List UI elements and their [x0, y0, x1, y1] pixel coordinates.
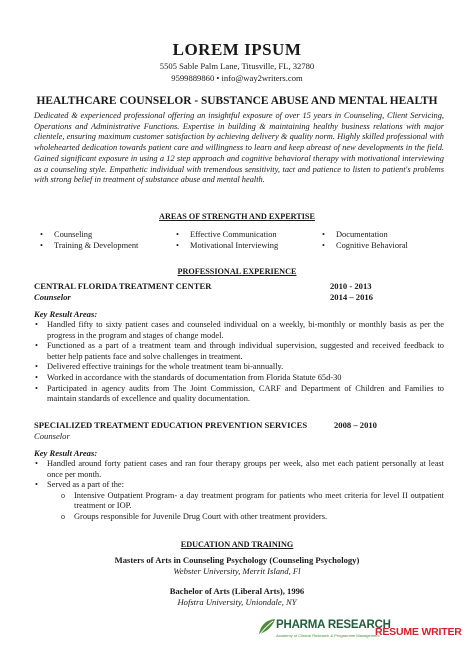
job1-dates: 2010 - 2013	[330, 281, 372, 291]
strength-item: • Cognitive Behavioral	[322, 240, 408, 251]
phone-email: 9599889860 • info@way2writers.com	[171, 72, 303, 83]
job1-kra-label: Key Result Areas:	[34, 309, 98, 319]
job1-bullet: • Handled fifty to sixty patient cases and counseled individual on a weekly, bi-monthly or monthly basis as per the progress in the program and stages of change model.	[34, 320, 444, 341]
job2-sub-bullet: o Groups responsible for Juvenile Drug Court with other treatment providers.	[47, 512, 444, 523]
job2-bullet-text: Served as a part of the:	[47, 480, 124, 490]
experience-title: PROFESSIONAL EXPERIENCE	[177, 267, 297, 276]
strengths-title: AREAS OF STRENGTH AND EXPERTISE	[159, 212, 315, 221]
strength-item: • Motivational Interviewing	[176, 240, 278, 251]
candidate-name: LOREM IPSUM	[172, 40, 302, 59]
job2-dates: 2008 – 2010	[334, 420, 377, 430]
strength-item: • Counseling	[40, 229, 138, 240]
resume-writer-mark: RESUME WRITER	[375, 626, 462, 638]
job2-bullets	[34, 459, 444, 523]
degree-1: Masters of Arts in Counseling Psychology (Counseling Psychology)	[114, 555, 360, 565]
professional-summary: Dedicated & experienced professional offering an insightful exposure of over 15 years in Counseling, Client Servicing, Operations and Administrative Functions. Expertise in building & maintaining healthy business relations with major clientele, ensuring maximum customer satisfaction by achieving delivery & quality norm. Highly skilled professional with wholehearted dedication towards patient care and willingness to learn and keep abreast of new developments in the field. Gained significant exposure in using a 12 step approach and cognitive behavioral therapy with motivational interviewing as a counseling style. Empathetic individual with tremendous sensitivity, tact and patience to listen to patient's problems with strong belief in treatment of substance abuse and mental health.	[34, 111, 444, 185]
job2-bullet	[34, 480, 444, 522]
logo-title: PHARMA RESEARCH	[276, 619, 391, 631]
education-entry-2	[0, 586, 474, 608]
job1-role: Counselor	[34, 292, 71, 302]
strength-item: • Effective Communication	[176, 229, 278, 240]
job1-bullets	[34, 320, 444, 405]
job2-kra-label: Key Result Areas:	[34, 448, 98, 458]
strengths-column-3	[322, 229, 408, 251]
education-entry-1	[0, 555, 474, 577]
job1-header	[34, 281, 444, 292]
strengths-column-1	[40, 229, 138, 251]
strength-item: • Documentation	[322, 229, 408, 240]
logo-subtitle: Academy of Clinical Research & Programme Management	[276, 633, 380, 638]
job1-bullet: • Functioned as a part of a treatment team and through individual supervision, suggested and received feedback to better help patients face and solve challenges in treatment.	[34, 341, 444, 362]
job1-role-row	[34, 292, 444, 303]
school-1: Webster University, Merrit Island, Fl	[173, 566, 301, 576]
address: 5505 Sable Palm Lane, Titusville, FL, 32780	[159, 61, 315, 71]
pharma-leaf-icon	[257, 618, 277, 636]
headline: HEALTHCARE COUNSELOR - SUBSTANCE ABUSE AND MENTAL HEALTH	[36, 95, 438, 107]
job1-bullet: • Participated in agency audits from The Joint Commission, CARF and Department of Children and Families to maintain standards of excellence and quality documentation.	[34, 384, 444, 405]
education-title: EDUCATION AND TRAINING	[180, 540, 294, 549]
job2-sub-bullet: o Intensive Outpatient Program- a day treatment program for patients who meet criteria for level II outpatient treatment or IOP.	[47, 491, 444, 512]
degree-2: Bachelor of Arts (Liberal Arts), 1996	[169, 586, 305, 596]
job1-bullet: • Delivered effective trainings for the whole treatment team bi-annually.	[34, 362, 444, 373]
strength-item: • Training & Development	[40, 240, 138, 251]
job1-bullet: • Worked in accordance with the standards of documentation from Florida Statute 65d-30	[34, 373, 444, 384]
job2-bullet: • Handled around forty patient cases and ran four therapy groups per week, also met each patient personally at least once per month.	[34, 459, 444, 480]
school-2: Hofstra University, Uniondale, NY	[177, 597, 297, 607]
pharma-research-logo	[254, 618, 391, 644]
contact-block	[0, 61, 474, 84]
job2-company: SPECIALIZED TREATMENT EDUCATION PREVENTION SERVICES	[34, 420, 308, 430]
strengths-column-2	[176, 229, 278, 251]
job1-role-dates: 2014 – 2016	[330, 292, 373, 302]
job1-company: CENTRAL FLORIDA TREATMENT CENTER	[34, 281, 212, 291]
job2-header	[34, 420, 444, 431]
job2-sub-bullets	[47, 491, 444, 523]
job2-role: Counselor	[34, 431, 70, 441]
